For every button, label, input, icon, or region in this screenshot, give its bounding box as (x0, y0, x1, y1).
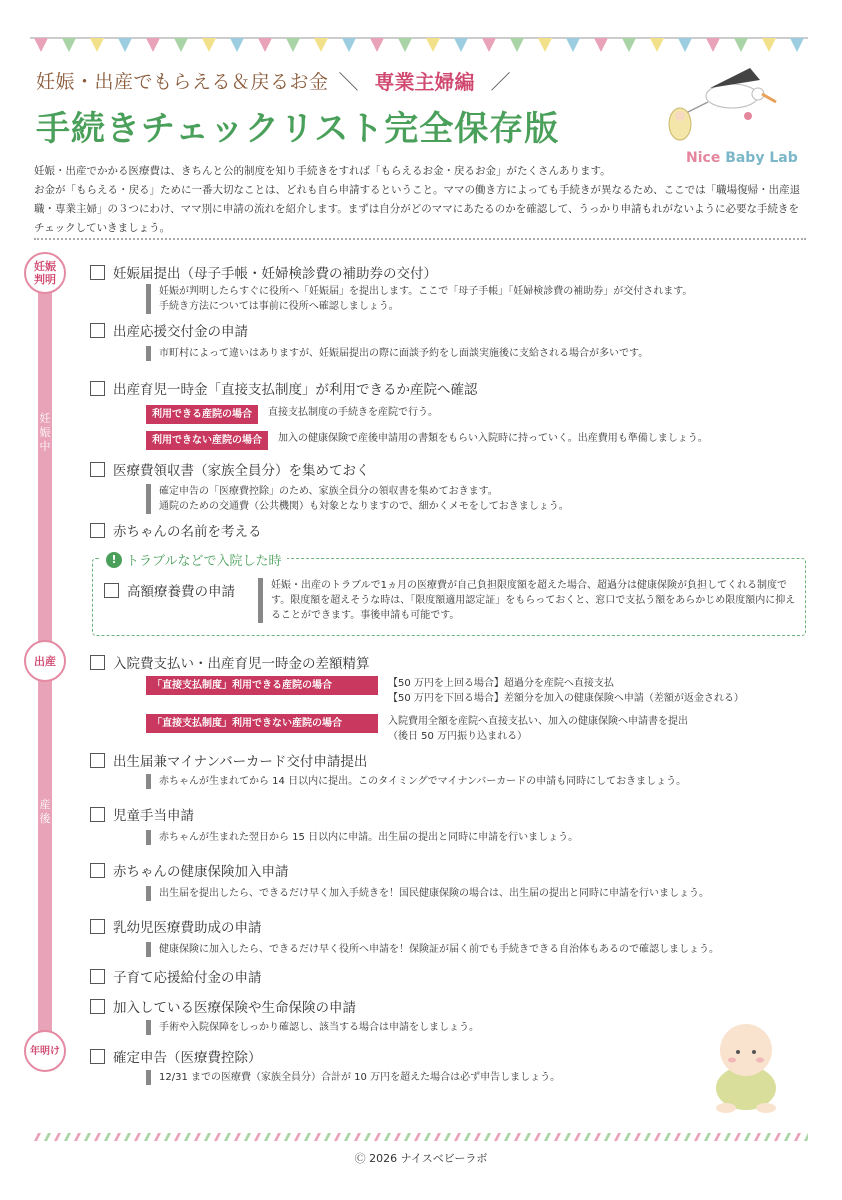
bunting-flag (90, 38, 104, 52)
footer-stripe (654, 1133, 661, 1141)
footer-stripe (504, 1133, 511, 1141)
footer-stripe (64, 1133, 71, 1141)
note-birth-registration: 赤ちゃんが生まれてから 14 日以内に提出。このタイミングでマイナンバーカードの申請も同時にしておきましょう。 (146, 774, 796, 789)
footer-stripe (184, 1133, 191, 1141)
footer-stripe (764, 1133, 771, 1141)
footer-stripe (734, 1133, 741, 1141)
check-item-birth-support[interactable] (90, 320, 248, 340)
tag-hospital-ok: 利用できる産院の場合 (146, 405, 258, 424)
dotted-divider (34, 238, 806, 240)
bunting-flag (146, 38, 160, 52)
stork-icon (660, 58, 780, 148)
footer-stripe (154, 1133, 161, 1141)
footer-stripe (584, 1133, 591, 1141)
footer-stripe (424, 1133, 431, 1141)
note-tax-return: 12/31 までの医療費（家族全員分）合計が 10 万円を超えた場合は必ず申告しましょう。 (146, 1070, 796, 1085)
footer-stripe (804, 1133, 808, 1141)
footer-stripe (664, 1133, 671, 1141)
note-child-allowance: 赤ちゃんが生まれた翌日から 15 日以内に申請。出生届の提出と同時に申請を行いましょう。 (146, 830, 796, 845)
footer-stripe (744, 1133, 751, 1141)
footer-stripe (604, 1133, 611, 1141)
subtitle: 妊娠・出産でもらえる＆戻るお金 (36, 71, 329, 93)
check-item-child-allowance[interactable] (90, 804, 194, 824)
footer-stripe (334, 1133, 341, 1141)
baby-illustration-icon (696, 1014, 796, 1114)
footer-stripe (704, 1133, 711, 1141)
footer-stripe (474, 1133, 481, 1141)
header (36, 66, 676, 150)
footer-stripe (534, 1133, 541, 1141)
footer-stripe (404, 1133, 411, 1141)
bunting-flag (790, 38, 804, 52)
check-item-baby-name[interactable] (90, 520, 262, 540)
bunting-flag (566, 38, 580, 52)
bunting-flag (762, 38, 776, 52)
footer-stripe (454, 1133, 461, 1141)
bunting-flag (538, 38, 552, 52)
bunting-flag (482, 38, 496, 52)
item-label: 児童手当申請 (113, 808, 194, 824)
footer-stripe (194, 1133, 201, 1141)
footer-stripe (224, 1133, 231, 1141)
footer-stripe (114, 1133, 121, 1141)
footer-stripe (444, 1133, 451, 1141)
bunting-flag (62, 38, 76, 52)
note-receipts: 確定申告の「医療費控除」のため、家族全員分の領収書を集めておきます。 通院のための交通費（公共機関）も対象となりますので、細かくメモをしておきましょう。 (146, 484, 796, 514)
footer-stripe (294, 1133, 301, 1141)
brand-logo: Nice Baby Lab (686, 150, 798, 166)
settlement-ng-row: 「直接支払制度」利用できない産院の場合 入院費用全額を産院へ直接支払い、加入の健康保険へ申請書を提出 （後日 50 万円振り込まれる） (146, 714, 688, 744)
stage-badge-birth: 出産 (24, 640, 66, 682)
footer-stripe (624, 1133, 631, 1141)
footer-stripe (54, 1133, 61, 1141)
check-item-tax-return[interactable] (90, 1046, 262, 1066)
item-label: 加入している医療保険や生命保険の申請 (113, 1000, 356, 1016)
checkbox[interactable] (90, 323, 105, 338)
check-item-infant-medical[interactable] (90, 916, 262, 936)
item-label: 乳幼児医療費助成の申請 (113, 920, 262, 936)
footer-stripe (694, 1133, 701, 1141)
bunting-flag (370, 38, 384, 52)
bunting-flag (342, 38, 356, 52)
bunting-flag (454, 38, 468, 52)
footer-stripe (754, 1133, 761, 1141)
footer-stripe (214, 1133, 221, 1141)
settlement-ok-row: 「直接支払制度」利用できる産院の場合 【50 万円を上回る場合】超過分を産院へ直接支払 【50 万円を下回る場合】差額分を加入の健康保険へ申請（差額が返金される） (146, 676, 744, 706)
check-item-baby-insurance[interactable] (90, 860, 289, 880)
footer-stripe (84, 1133, 91, 1141)
edition-label: 専業主婦編 (374, 70, 475, 94)
slash-right: ／ (490, 70, 511, 94)
checkbox[interactable] (90, 1049, 105, 1064)
check-item-receipts[interactable] (90, 459, 370, 479)
item-label: 赤ちゃんの名前を考える (113, 524, 262, 540)
footer-stripe (124, 1133, 131, 1141)
footer-stripe (384, 1133, 391, 1141)
footer-stripe (614, 1133, 621, 1141)
footer-stripe (244, 1133, 251, 1141)
tag-settlement-ok: 「直接支払制度」利用できる産院の場合 (146, 676, 378, 695)
footer-stripe (564, 1133, 571, 1141)
footer-stripe (254, 1133, 261, 1141)
footer-stripe (434, 1133, 441, 1141)
check-item-hospital-payment[interactable] (90, 652, 370, 672)
bunting-flag (174, 38, 188, 52)
footer-stripe (304, 1133, 311, 1141)
bunting-flag (230, 38, 244, 52)
check-item-insurance-claim[interactable] (90, 996, 356, 1016)
bunting-flag (706, 38, 720, 52)
footer-stripe (74, 1133, 81, 1141)
intro-line-1: 妊娠・出産でかかる医療費は、きちんと公的制度を知り手続きをすれば「もらえるお金・戻るお金」がたくさんあります。 (34, 165, 611, 177)
footer-stripe (524, 1133, 531, 1141)
stage-badge-yearend: 年明け (24, 1030, 66, 1072)
bunting-flag (510, 38, 524, 52)
footer-stripe (364, 1133, 371, 1141)
footer-stripe (414, 1133, 421, 1141)
note-birth-support: 市町村によって違いはありますが、妊娠届提出の際に面談予約をし面談実施後に支給される場合が多いです。 (146, 346, 796, 361)
tag-settlement-ng: 「直接支払制度」利用できない産院の場合 (146, 714, 378, 733)
intro-line-2: お金が「もらえる・戻る」ために一番大切なことは、どれも自ら申請するということ。ママの働き方によっても手続きが異なるため、ここでは「職場復帰・出産退職・専業主婦」の３つにわけ、ママ別に申請の流れを紹介します。まずは自分がどのママにあたるのかを確認して、うっかり申請もれがないように必要な手続きをチェックしていきましょう。 (34, 184, 801, 234)
checkbox[interactable] (90, 919, 105, 934)
bunting-flag (678, 38, 692, 52)
footer-stripe (714, 1133, 721, 1141)
footer-stripe (324, 1133, 331, 1141)
bunting-flag (202, 38, 216, 52)
item-label: 子育て応援給付金の申請 (113, 970, 262, 986)
footer-stripe (674, 1133, 681, 1141)
footer-stripe (234, 1133, 241, 1141)
bunting-flag (594, 38, 608, 52)
checkbox[interactable] (90, 969, 105, 984)
footer-stripe (784, 1133, 791, 1141)
checkbox[interactable] (90, 655, 105, 670)
footer-stripe (554, 1133, 561, 1141)
footer-stripe (264, 1133, 271, 1141)
note-baby-insurance: 出生届を提出したら、できるだけ早く加入手続きを！国民健康保険の場合は、出生届の提出と同時に申請を行いましょう。 (146, 886, 796, 901)
footer-stripe (794, 1133, 801, 1141)
footer-stripe (774, 1133, 781, 1141)
footer-stripe (34, 1133, 41, 1141)
bunting-flag (650, 38, 664, 52)
bunting-flag (426, 38, 440, 52)
note-infant-medical: 健康保険に加入したら、できるだけ早く役所へ申請を！保険証が届く前でも手続きできる自治体もあるので確認しましょう。 (146, 942, 796, 957)
note-pregnancy-report: 妊娠が判明したらすぐに役所へ「妊娠届」を提出します。ここで「母子手帳」「妊婦検診費の補助券」が交付されます。 手続き方法については事前に役所へ確認しましょう。 (146, 284, 796, 314)
bunting-flag (398, 38, 412, 52)
footer-stripe (464, 1133, 471, 1141)
footer-stripe (104, 1133, 111, 1141)
footer-stripe (134, 1133, 141, 1141)
trouble-title: ! トラブルなどで入院した時 (100, 550, 287, 569)
footer-stripe (394, 1133, 401, 1141)
checkbox[interactable] (90, 381, 105, 396)
item-label: 入院費支払い・出産育児一時金の差額精算 (113, 656, 370, 672)
footer-stripe (174, 1133, 181, 1141)
item-label: 赤ちゃんの健康保険加入申請 (113, 864, 289, 880)
footer-stripe (634, 1133, 641, 1141)
checkbox[interactable] (90, 265, 105, 280)
tag-hospital-ng: 利用できない産院の場合 (146, 431, 268, 450)
footer-stripe (354, 1133, 361, 1141)
direct-pay-ok-row: 利用できる産院の場合 直接支払制度の手続きを産院で行う。 (146, 405, 438, 424)
bunting-flag (734, 38, 748, 52)
footer-stripe-decoration (34, 1132, 808, 1142)
item-label: 高額療養費の申請 (127, 584, 235, 600)
bunting-flag (314, 38, 328, 52)
note-high-cost-medical: 妊娠・出産のトラブルで1ヵ月の医療費が自己負担限度額を超えた場合、超過分は健康保険が負担してくれる制度です。限度額を超えそうな時は、「限度額適用認定証」をもらっておくと、窓口で支払う額をあらかじめ限度額内に抑えることができます。事後申請も可能です。 (258, 578, 798, 623)
checkbox[interactable] (90, 462, 105, 477)
checkbox[interactable] (90, 999, 105, 1014)
copyright: Ⓒ 2026 ナイスベビーラボ (354, 1152, 488, 1165)
page-title: 手続きチェックリスト完全保存版 (36, 109, 560, 149)
check-item-pregnancy-report[interactable] (90, 262, 437, 282)
note-insurance-claim: 手術や入院保障をしっかり確認し、該当する場合は申請をしましょう。 (146, 1020, 796, 1035)
bunting-flag (118, 38, 132, 52)
bunting-flag (34, 38, 48, 52)
stage-label-postpartum: 産後 (39, 798, 51, 825)
footer-stripe (644, 1133, 651, 1141)
footer-stripe (284, 1133, 291, 1141)
direct-pay-ng-row: 利用できない産院の場合 加入の健康保険で産後申請用の書類をもらい入院時に持っていく。出産費用も準備しましょう。 (146, 431, 708, 450)
footer-stripe (484, 1133, 491, 1141)
footer-stripe (494, 1133, 501, 1141)
checkbox[interactable] (104, 583, 119, 598)
footer-stripe (574, 1133, 581, 1141)
footer-stripe (164, 1133, 171, 1141)
stage-label-pregnancy: 妊娠中 (39, 412, 51, 453)
slash-left: ＼ (338, 70, 359, 94)
bunting-flag (258, 38, 272, 52)
footer-stripe (374, 1133, 381, 1141)
checkbox[interactable] (90, 807, 105, 822)
item-label: 出産応援交付金の申請 (113, 324, 248, 340)
item-label: 出生届兼マイナンバーカード交付申請提出 (113, 754, 368, 770)
item-label: 出産育児一時金「直接支払制度」が利用できるか産院へ確認 (113, 382, 478, 398)
footer-stripe (344, 1133, 351, 1141)
checkbox[interactable] (90, 863, 105, 878)
item-label: 妊娠届提出（母子手帳・妊婦検診費の補助券の交付） (113, 266, 437, 282)
bunting-decoration (0, 0, 842, 60)
check-item-direct-pay-check[interactable] (90, 378, 478, 398)
footer-stripe (724, 1133, 731, 1141)
footer-stripe (514, 1133, 521, 1141)
footer-stripe (594, 1133, 601, 1141)
check-item-childcare-benefit[interactable] (90, 966, 262, 986)
footer-stripe (274, 1133, 281, 1141)
footer-stripe (44, 1133, 51, 1141)
exclamation-icon: ! (106, 552, 122, 568)
item-label: 確定申告（医療費控除） (113, 1050, 262, 1066)
footer-stripe (684, 1133, 691, 1141)
intro-text (34, 162, 804, 238)
checkbox[interactable] (90, 753, 105, 768)
checkbox[interactable] (90, 523, 105, 538)
footer-stripe (204, 1133, 211, 1141)
stage-badge-confirmed: 妊娠判明 (24, 252, 66, 294)
footer-stripe (314, 1133, 321, 1141)
check-item-birth-registration[interactable] (90, 750, 367, 770)
bunting-flag (622, 38, 636, 52)
footer-stripe (544, 1133, 551, 1141)
check-item-high-cost-medical[interactable] (104, 580, 235, 600)
footer-stripe (144, 1133, 151, 1141)
footer-stripe (94, 1133, 101, 1141)
item-label: 医療費領収書（家族全員分）を集めておく (113, 463, 370, 479)
bunting-flag (286, 38, 300, 52)
